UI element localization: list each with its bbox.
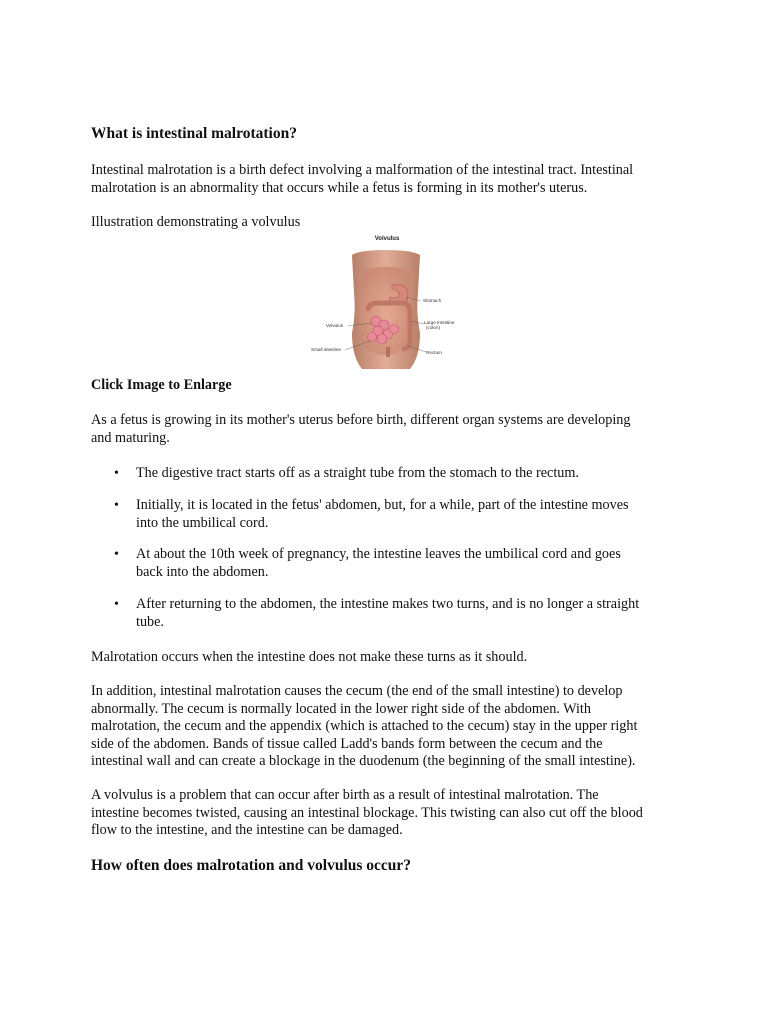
list-item-line-1: At about the 10th week of pregnancy, the intestine leaves the umbilical cord and goes xyxy=(136,546,621,562)
list-item xyxy=(136,497,696,532)
section-heading-intestinal-malrotation: What is intestinal malrotation? xyxy=(91,125,297,142)
malrotation-paragraph: Malrotation occurs when the intestine does not make these turns as it should. xyxy=(91,649,528,665)
label-rectum: Rectum xyxy=(426,350,442,355)
cecum-line-4: side of the abdomen. Bands of tissue called Ladd's bands form between the cecum and the xyxy=(91,735,603,752)
list-item-line-1: Initially, it is located in the fetus' abdomen, but, for a while, part of the intestine moves xyxy=(136,497,629,513)
intro-paragraph xyxy=(91,162,691,197)
bullet-marker: • xyxy=(114,547,119,562)
list-item-line-2: tube. xyxy=(136,613,164,630)
volvulus-line-3: flow to the intestine, and the intestine can be damaged. xyxy=(91,822,403,839)
section-heading-frequency: How often does malrotation and volvulus occur? xyxy=(91,857,412,874)
cecum-line-5: intestinal wall and can create a blockage in the duodenum (the beginning of the small intestine). xyxy=(91,753,636,770)
development-line-1: As a fetus is growing in its mother's uterus before birth, different organ systems are developing xyxy=(91,412,631,428)
bullet-marker: • xyxy=(114,498,119,513)
volvulus-line-2: intestine becomes twisted, causing an intestinal blockage. This twisting can also cut off the blood xyxy=(91,804,643,821)
list-item-line-2: back into the abdomen. xyxy=(136,563,269,580)
list-item-line-2: into the umbilical cord. xyxy=(136,514,269,531)
click-to-enlarge-link[interactable]: Click Image to Enlarge xyxy=(91,377,232,393)
list-item xyxy=(136,596,696,631)
label-stomach: Stomach xyxy=(423,298,442,303)
cecum-line-3: malrotation, the cecum and the appendix (which is attached to the cecum) stay in the upper right xyxy=(91,718,638,735)
volvulus-line-1: A volvulus is a problem that can occur after birth as a result of intestinal malrotation. The xyxy=(91,787,599,803)
cecum-paragraph xyxy=(91,683,691,771)
list-item xyxy=(136,465,696,483)
list-item-line-1: After returning to the abdomen, the intestine makes two turns, and is no longer a straight xyxy=(136,596,640,612)
cecum-line-1: In addition, intestinal malrotation causes the cecum (the end of the small intestine) to develop xyxy=(91,683,623,699)
intro-line-1: Intestinal malrotation is a birth defect involving a malformation of the intestinal tract. Intestinal xyxy=(91,162,634,178)
volvulus-paragraph xyxy=(91,787,691,840)
list-item-line-1: The digestive tract starts off as a straight tube from the stomach to the rectum. xyxy=(136,465,579,481)
volvulus-illustration[interactable] xyxy=(308,233,460,371)
label-large-intestine: Large Intestine xyxy=(424,320,455,325)
figure-title: Volvulus xyxy=(374,236,400,242)
label-colon: (colon) xyxy=(426,325,441,330)
bullet-marker: • xyxy=(114,466,119,481)
intro-line-2: malrotation is an abnormality that occurs while a fetus is forming in its mother's uterus. xyxy=(91,179,588,196)
label-volvulus: Volvulus xyxy=(326,323,344,328)
development-line-2: and maturing. xyxy=(91,429,170,446)
cecum-line-2: abnormally. The cecum is normally located in the lower right side of the abdomen. With xyxy=(91,700,591,717)
list-item xyxy=(136,546,696,581)
illustration-caption: Illustration demonstrating a volvulus xyxy=(91,214,301,230)
bullet-marker: • xyxy=(114,597,119,612)
label-small-intestine: Small intestine xyxy=(311,347,341,352)
development-paragraph xyxy=(91,412,691,447)
